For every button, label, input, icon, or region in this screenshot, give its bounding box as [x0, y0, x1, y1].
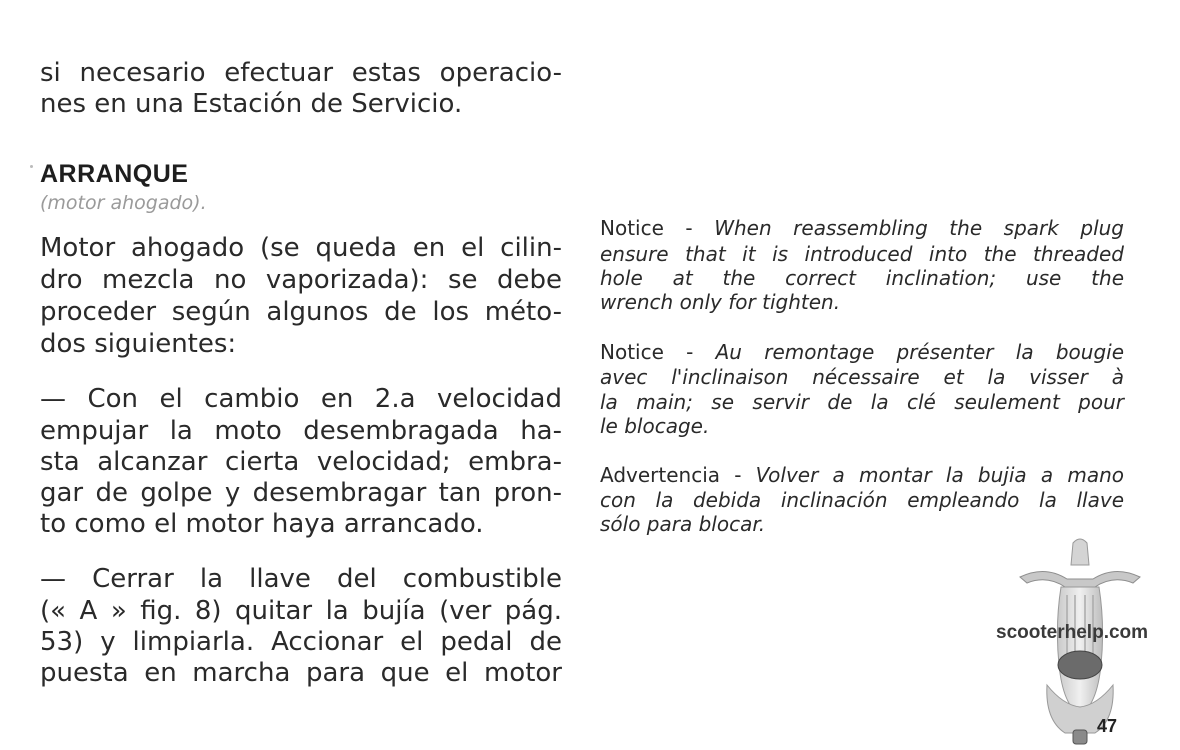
p2-l5 [40, 509, 562, 540]
intro-line-1: si necesario efectuar estas operacio- [40, 58, 562, 88]
en-notice-label: Notice - [600, 216, 715, 240]
es-notice-line-3: sólo para blocar. [600, 512, 766, 536]
p3-line-4: puesta en marcha para que el motor [40, 658, 562, 688]
p1-line-4: dos siguientes: [40, 329, 237, 359]
p3-line-2: (« A » fig. 8) quitar la bujía (ver pág. [40, 596, 562, 626]
en-notice-l1 [600, 216, 1124, 240]
en-notice-line-1: When reassembling the spark plug [714, 216, 1125, 240]
en-notice-l3 [600, 266, 1124, 290]
p2-l4 [40, 478, 562, 509]
p1-l2 [40, 265, 562, 296]
fr-notice-l3 [600, 390, 1124, 414]
es-notice-line-1: Volver a montar la bujia a mano [755, 463, 1124, 487]
p1-line-3: proceder según algunos de los méto- [40, 297, 562, 327]
p2-line-1: — Con el cambio en 2.a velocidad [40, 384, 562, 414]
en-notice-line-2: ensure that it is introduced into the threaded [600, 242, 1124, 266]
fr-notice-l2 [600, 365, 1124, 389]
es-notice-line-2: con la debida inclinación empleando la llave [600, 488, 1124, 512]
p2-line-5: to como el motor haya arrancado. [40, 509, 484, 539]
p3-line-3: 53) y limpiarla. Accionar el pedal de [40, 627, 562, 657]
p2-line-4: gar de golpe y desembragar tan pron- [40, 478, 562, 508]
section-subheading: (motor ahogado). [40, 192, 207, 214]
es-notice-l3 [600, 512, 1124, 536]
p2-l2 [40, 416, 562, 447]
p1-line-1: Motor ahogado (se queda en el cilin- [40, 233, 562, 263]
en-notice-l2 [600, 242, 1124, 266]
fr-notice-line-3: la main; se servir de la clé seulement pour [600, 390, 1124, 414]
p2-line-3: sta alcanzar cierta velocidad; embra- [40, 447, 562, 477]
fr-notice-line-2: avec l'inclinaison nécessaire et la visser à [600, 365, 1124, 389]
intro-paragraph-end [40, 89, 562, 120]
es-notice-l1 [600, 463, 1124, 487]
p3-l1 [40, 564, 562, 595]
watermark-text: scooterhelp.com [996, 622, 1149, 643]
en-notice-line-4: wrench only for tighten. [600, 290, 841, 314]
p3-l4 [40, 658, 562, 689]
intro-paragraph [40, 58, 562, 89]
p2-l1 [40, 384, 562, 415]
scan-speck [30, 165, 33, 168]
p1-l4 [40, 329, 562, 360]
es-notice-label: Advertencia - [600, 463, 756, 487]
es-notice-l2 [600, 488, 1124, 512]
page-number: 47 [1097, 716, 1118, 736]
p2-l3 [40, 447, 562, 478]
intro-line-2: nes en una Estación de Servicio. [40, 89, 463, 119]
fr-notice-line-1: Au remontage présenter la bougie [715, 340, 1124, 364]
fr-notice-label: Notice - [600, 340, 716, 364]
p1-line-2: dro mezcla no vaporizada): se debe [40, 265, 562, 295]
fr-notice-l4 [600, 414, 1124, 438]
section-heading: ARRANQUE [40, 160, 189, 188]
p3-line-1: — Cerrar la llave del combustible [40, 564, 562, 594]
p2-line-2: empujar la moto desembragada ha- [40, 416, 562, 446]
p3-l3 [40, 627, 562, 658]
en-notice-line-3: hole at the correct inclination; use the [600, 266, 1124, 290]
p3-l2 [40, 596, 562, 627]
en-notice-l4 [600, 290, 1124, 314]
p1-l1 [40, 233, 562, 264]
p1-l3 [40, 297, 562, 328]
fr-notice-line-4: le blocage. [600, 414, 710, 438]
fr-notice-l1 [600, 340, 1124, 364]
